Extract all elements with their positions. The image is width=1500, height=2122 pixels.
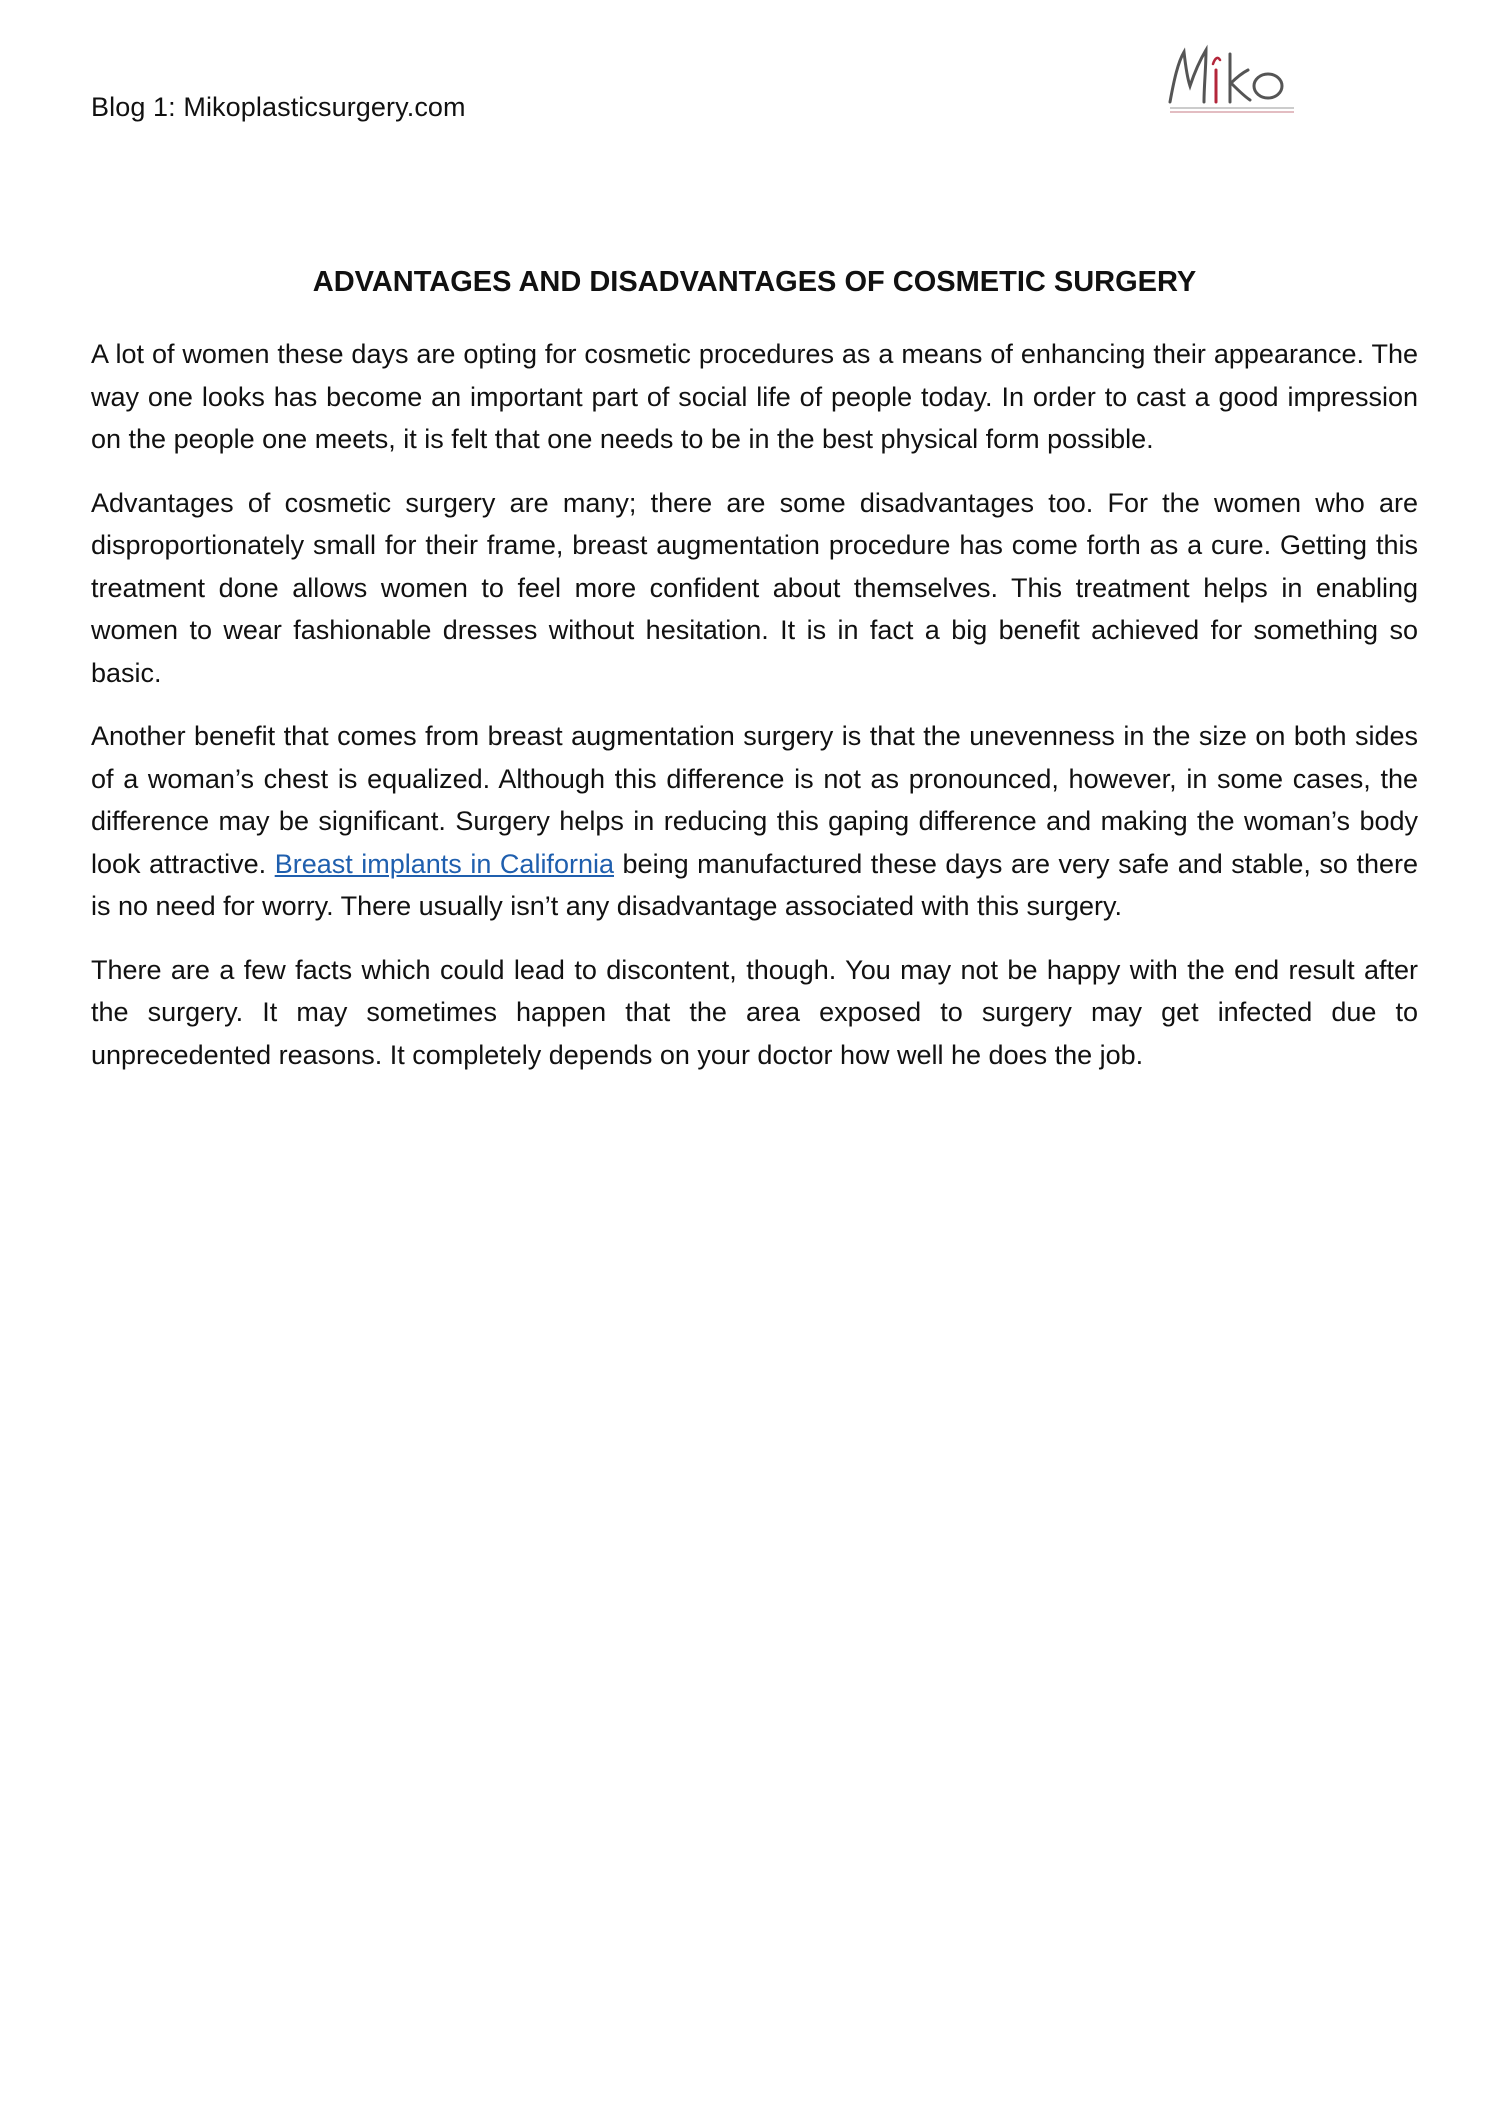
miko-logo xyxy=(1160,40,1300,115)
header-label: Blog 1: Mikoplasticsurgery.com xyxy=(91,92,466,122)
paragraph-4: There are a few facts which could lead to discontent, though. You may not be happy with the end result after the surgery. It may sometimes happen that the area exposed to surgery may get infected due to unprecedented reasons. It completely depends on your doctor how well he does the job. xyxy=(91,954,1418,1070)
article-title: ADVANTAGES AND DISADVANTAGES OF COSMETIC SURGERY xyxy=(312,266,1197,298)
paragraph-1: A lot of women these days are opting for cosmetic procedures as a means of enhancing their appearance. The way one looks has become an important part of social life of people today. In order to cast a good impression on the people one meets, it is felt that one needs to be in the best physical form possible. xyxy=(91,339,1418,454)
breast-implants-link[interactable]: Breast implants in California xyxy=(274,848,614,879)
paragraph-3 xyxy=(91,715,1418,928)
paragraph-3-text-after: being manufactured these days are very safe and stable, so there is no need for worry. There usually isn’t any disadvantage associated with this surgery. xyxy=(91,848,1419,921)
article-body xyxy=(91,333,1418,1097)
paragraph-3-text-before: Another benefit that comes from breast augmentation surgery is that the unevenness in the size on both sides of a woman’s chest is equalized. Although this difference is not as pronounced, however, in some cases, the difference may be significant. Surgery helps in reducing this gaping difference and making the woman’s body look attractive. xyxy=(91,721,1418,879)
paragraph-2: Advantages of cosmetic surgery are many; there are some disadvantages too. For the women who are disproportionately small for their frame, breast augmentation procedure has come forth as a cure. Getting this treatment done allows women to feel more confident about themselves. This treatment helps in enabling women to wear fashionable dresses without hesitation. It is in fact a big benefit achieved for something so basic. xyxy=(91,487,1418,688)
